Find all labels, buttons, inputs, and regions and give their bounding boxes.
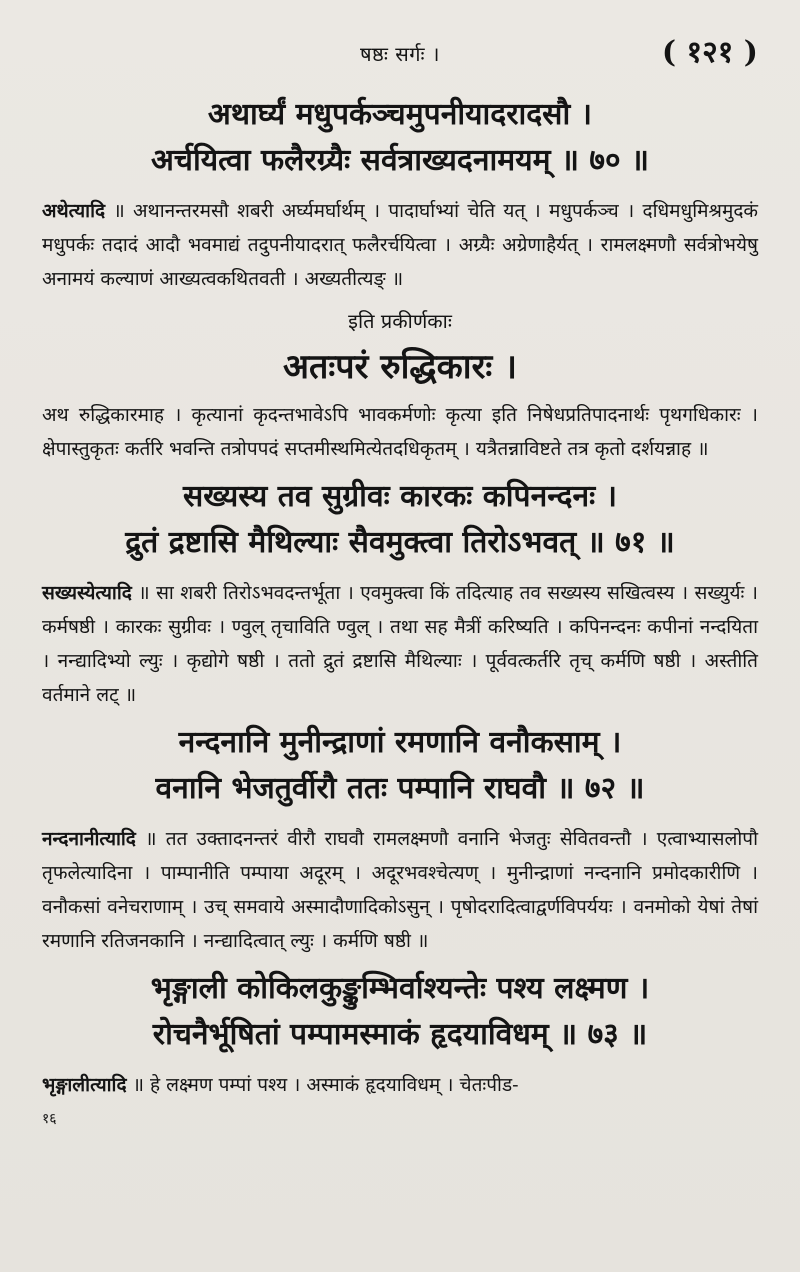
verse-line: रोचनैर्भूषितां पम्पामस्माकं हृदयाविधम् ॥ ७३ ॥ bbox=[152, 1017, 648, 1052]
page-number: ( १२१ ) bbox=[661, 35, 758, 70]
verse-line: द्रुतं द्रष्टासि मैथिल्याः सैवमुक्त्वा तिरोऽभवत् ॥ ७१ ॥ bbox=[125, 525, 675, 560]
verse-line: सख्यस्य तव सुग्रीवः कारकः कपिनन्दनः । bbox=[183, 479, 617, 514]
commentary-lead: सख्यस्येत्यादि bbox=[42, 582, 132, 604]
running-head: षष्ठः सर्गः । bbox=[360, 42, 440, 66]
commentary-72 bbox=[42, 822, 758, 958]
verse-line: अर्चयित्वा फलैरग्र्यैः सर्वत्राख्यदनामयम् ॥ ७० ॥ bbox=[150, 143, 650, 178]
page-header bbox=[42, 30, 758, 84]
commentary-lead: अथेत्यादि bbox=[42, 200, 106, 222]
verse-72 bbox=[42, 720, 758, 812]
section-title: अतःपरं रुद्धिकारः । bbox=[283, 347, 517, 387]
commentary-intro: अथ रुद्धिकारमाह । कृत्यानां कृदन्तभावेऽपि भावकर्मणोः कृत्या इति निषेधप्रतिपादनार्थः पृथगधिकारः । क्षेपास्तुकृतः कर्तरि भवन्ति तत्रोपपदं सप्तमीस्थमित्येतदधिकृतम् । यत्रैतन्नाविष्टते तत्र कृतो दर्शयन्नाह ॥ bbox=[42, 404, 758, 460]
commentary-text: ॥ तत उक्तादनन्तरं वीरौ राघवौ रामलक्ष्मणौ वनानि भेजतुः सेवितवन्तौ । एत्वाभ्यासलोपौ तृफलेत्यादिना । पाम्पानीति पम्पाया अदूरम् । अदूरभवश्चेत्यण् । मुनीन्द्राणां नन्दनानि प्रमोदकारीणि । वनौकसां वनेचराणाम् । उच् समवाये अस्मादौणादिकोऽसुन् । पृषोदरादित्वाद्वर्णविपर्ययः । वनमोको येषां तेषां रमणानि रतिजनकानि । नन्द्यादित्वात् ल्युः । कर्मणि षष्ठी ॥ bbox=[42, 828, 758, 952]
verse-73 bbox=[42, 966, 758, 1058]
commentary-text: ॥ अथानन्तरमसौ शबरी अर्घ्यमर्घार्थम् । पादार्घाभ्यां चेति यत् । मधुपर्कञ्च । दधिमधुमिश्रमुदकं मधुपर्कः तदादं आदौ भवमाद्यं तदुपनीयादरात् फलैरर्चयित्वा । अग्र्यैः अग्रेणाहैर्यत् । रामलक्ष्मणौ सर्वत्रोभयेषु अनामयं कल्याणं आख्यत्वकथितवती । अख्यतीत्यङ् ॥ bbox=[42, 200, 758, 290]
verse-line: वनानि भेजतुर्वीरौ ततः पम्पानि राघवौ ॥ ७२ ॥ bbox=[155, 771, 645, 806]
verse-line: अथार्घ्यं मधुपर्कञ्चमुपनीयादरादसौ । bbox=[207, 97, 593, 132]
signature-mark: १६ bbox=[42, 1111, 57, 1127]
commentary-lead: भृङ्गालीत्यादि bbox=[42, 1074, 127, 1096]
verse-70 bbox=[42, 92, 758, 184]
verse-line: भृङ्गाली कोकिलकुङ्कुम्भिर्वाश्यन्तेः पश्य लक्ष्मण । bbox=[150, 971, 650, 1006]
commentary-73 bbox=[42, 1068, 758, 1102]
colophon: इति प्रकीर्णकाः bbox=[348, 309, 452, 333]
commentary-lead: नन्दनानीत्यादि bbox=[42, 828, 136, 850]
commentary-text: ॥ सा शबरी तिरोऽभवदन्तर्भूता । एवमुक्त्वा किं तदित्याह तव सख्यस्य सखित्वस्य । सख्युर्यः । कर्मषष्ठी । कारकः सुग्रीवः । ण्वुल् तृचाविति ण्वुल् । तथा सह मैत्रीं करिष्यति । कपिनन्दनः कपीनां नन्दयिता । नन्द्यादिभ्यो ल्युः । कृद्योगे षष्ठी । ततो द्रुतं द्रष्टासि मैथिल्याः । पूर्ववत्कर्तरि तृच् कर्मणि षष्ठी । अस्तीति वर्तमाने लट् ॥ bbox=[42, 582, 758, 706]
verse-71 bbox=[42, 474, 758, 566]
verse-line: नन्दनानि मुनीन्द्राणां रमणानि वनौकसाम् । bbox=[178, 725, 622, 760]
commentary-text: ॥ हे लक्ष्मण पम्पां पश्य । अस्माकं हृदयाविधम् । चेतःपीड- bbox=[126, 1074, 519, 1096]
commentary-70 bbox=[42, 194, 758, 296]
commentary-71 bbox=[42, 576, 758, 712]
